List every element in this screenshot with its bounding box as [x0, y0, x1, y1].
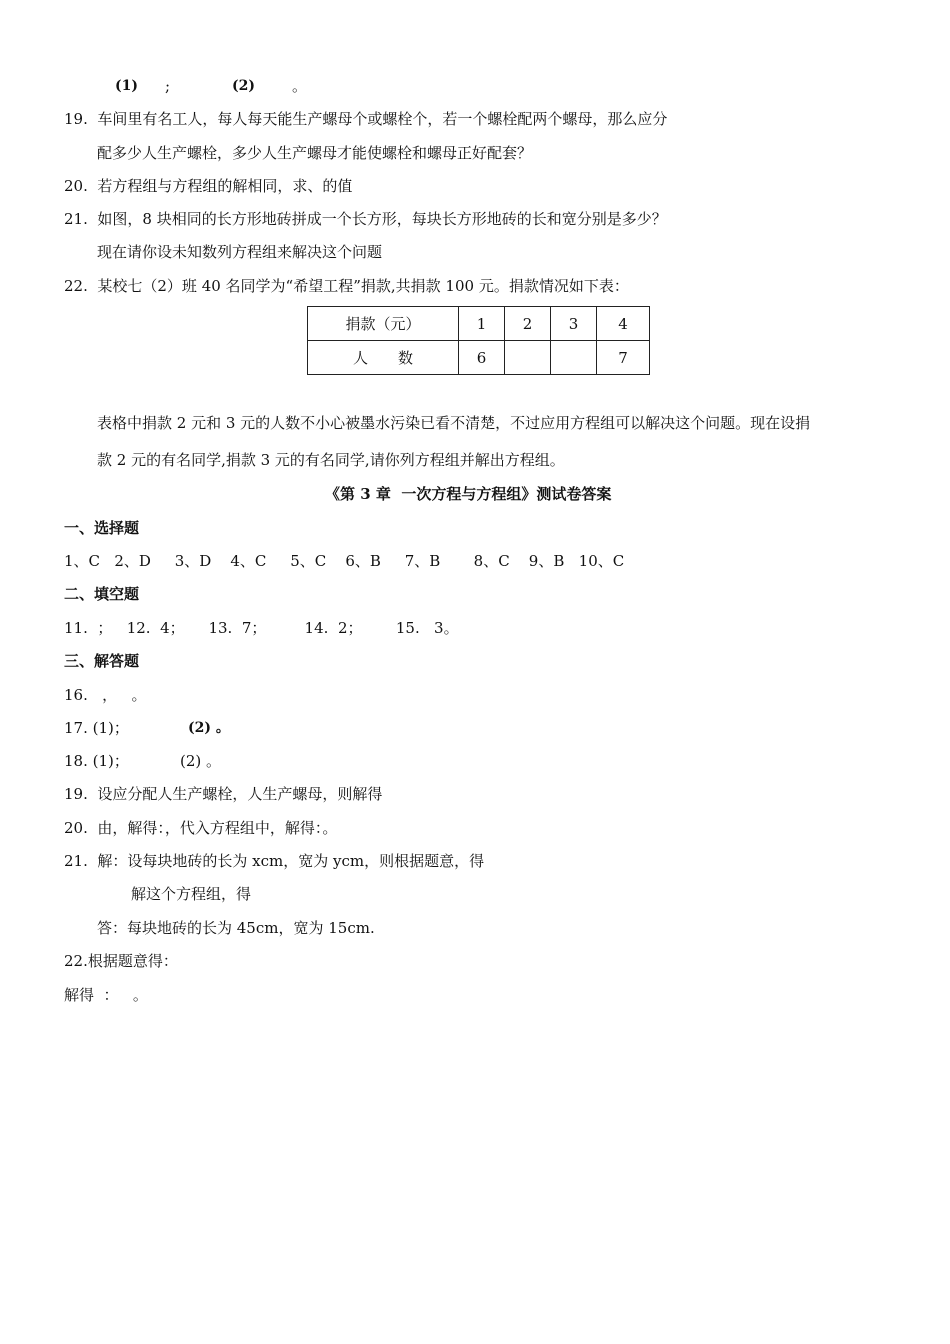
problem-19-line2: 配多少人生产螺栓，多少人生产螺母才能使螺栓和螺母正好配套？: [97, 144, 533, 162]
prev-answer-sep: ;: [165, 77, 171, 95]
problem-22-after-line1: 表格中捐款 2 元和 3 元的人数不小心被墨水污染已看不清楚，不过应用方程组可以解决这个问题。现在设捐: [97, 414, 811, 432]
prev-answer-part2: (2): [232, 78, 255, 94]
problem-19-line1: 19. 车间里有名工人，每人每天能生产螺母个或螺栓个，若一个螺栓配两个螺母，那么应分: [64, 110, 668, 128]
donation-table: [307, 306, 650, 375]
table-cell: 1: [459, 307, 505, 341]
prev-answer-part1: (1): [115, 78, 138, 94]
table-row: [308, 307, 650, 341]
answer-17-part1: 17. (1)；: [64, 719, 129, 737]
problem-21-line2: 现在请你设未知数列方程组来解决这个问题: [97, 243, 383, 261]
answer-21-line1: 21. 解：设每块地砖的长为 xcm，宽为 ycm，则根据题意，得: [64, 852, 485, 870]
table-cell: [505, 341, 551, 375]
section-solve-heading: 三、解答题: [64, 652, 140, 670]
answer-18-part2: (2) 。: [180, 752, 222, 770]
answer-20: 20. 由，解得：，代入方程组中，解得：。: [64, 819, 338, 837]
answer-16: 16. ， 。: [64, 686, 147, 704]
prev-answer-end: 。: [292, 77, 308, 95]
answer-17-part2: (2) 。: [188, 720, 230, 736]
answer-18-part1: 18. (1)；: [64, 752, 129, 770]
section-choice-heading: 一、选择题: [64, 519, 140, 537]
answer-21-line2: 解这个方程组，得: [131, 885, 252, 903]
table-row: [308, 341, 650, 375]
problem-22-line1: 22. 某校七（2）班 40 名同学为“希望工程”捐款,共捐款 100 元。捐款情况如下表：: [64, 277, 629, 295]
answer-22-line2: 解得 ： 。: [64, 986, 148, 1004]
table-cell: 2: [505, 307, 551, 341]
problem-21-line1: 21. 如图，8 块相同的长方形地砖拼成一个长方形，每块长方形地砖的长和宽分别是多少？: [64, 210, 667, 228]
table-cell: [551, 341, 597, 375]
table-cell: 4: [597, 307, 650, 341]
table-cell: 3: [551, 307, 597, 341]
answers-title: 《第 3 章 一次方程与方程组》测试卷答案: [325, 485, 612, 503]
table-cell: 捐款（元）: [308, 307, 459, 341]
table-cell: 7: [597, 341, 650, 375]
answer-19: 19. 设应分配人生产螺栓，人生产螺母，则解得: [64, 785, 383, 803]
problem-22-after-line2: 款 2 元的有名同学,捐款 3 元的有名同学,请你列方程组并解出方程组。: [97, 451, 565, 469]
section-fill-heading: 二、填空题: [64, 585, 140, 603]
table-cell: 6: [459, 341, 505, 375]
answer-21-line3: 答：每块地砖的长为 45cm，宽为 15cm.: [97, 919, 375, 937]
table-cell: 人 数: [308, 341, 459, 375]
answer-22-line1: 22.根据题意得：: [64, 952, 178, 970]
fill-answers: 11. ； 12. 4； 13. 7； 14. 2； 15. 3。: [64, 619, 459, 637]
choice-answers: 1、C 2、D 3、D 4、C 5、C 6、B 7、B 8、C 9、B 10、C: [64, 552, 625, 570]
problem-20: 20. 若方程组与方程组的解相同，求、的值: [64, 177, 353, 195]
